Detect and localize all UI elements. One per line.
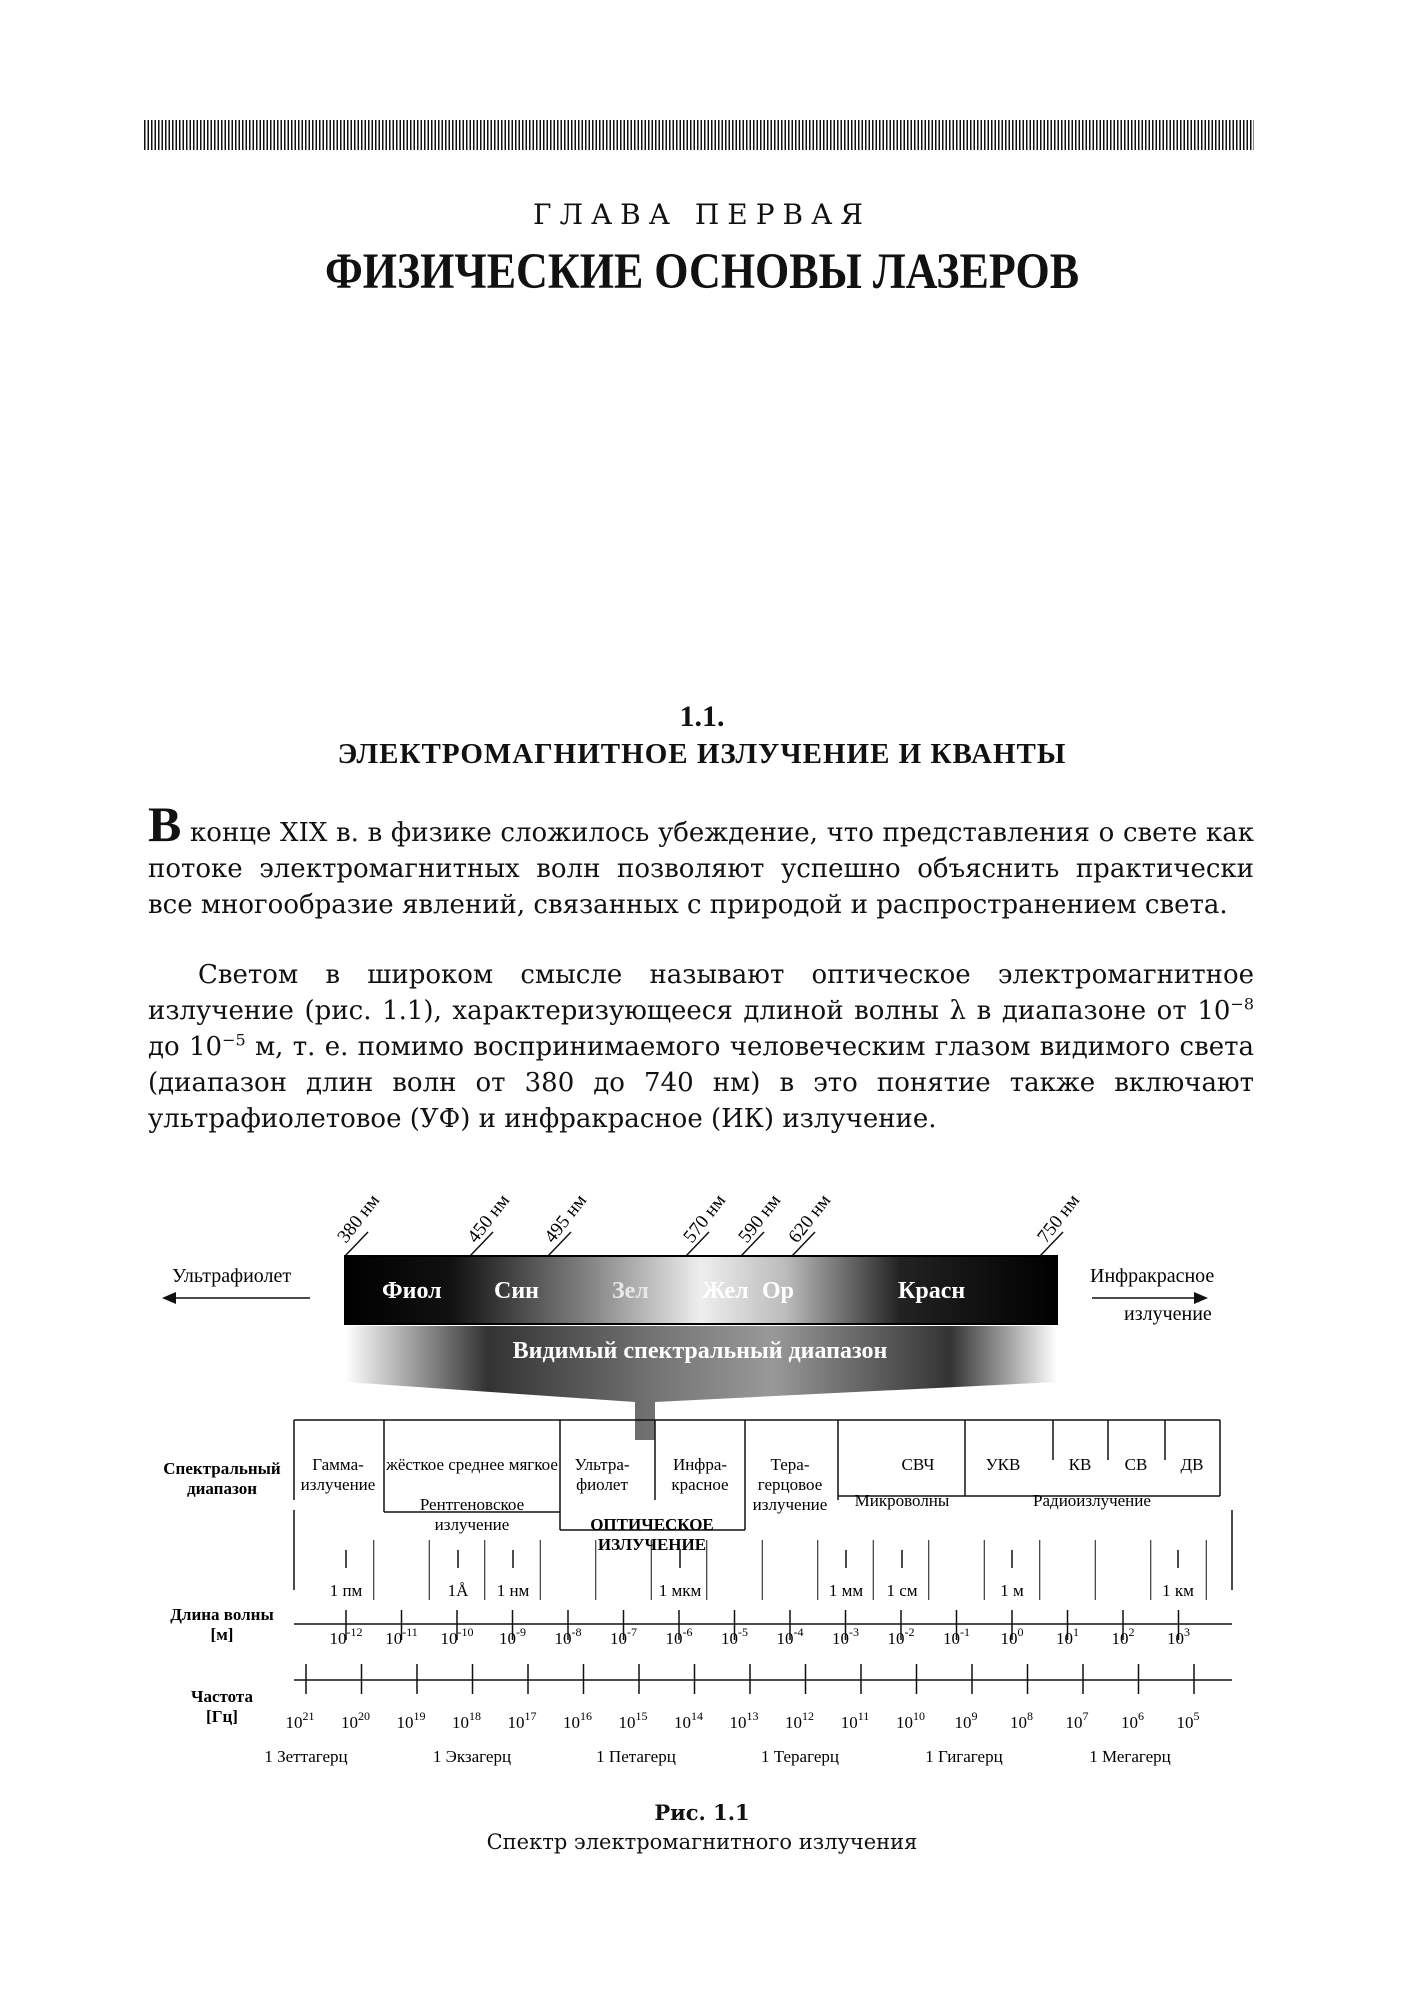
wavelength-name-label: 1 мкм xyxy=(658,1581,702,1600)
paragraph-1-text: конце XIX в. в физике сложилось убеждение, что представления о свете как потоке электромагнитных волн позволяют успешно объяснить практически все многообразие явлений, связанных с природой и распространением света. xyxy=(148,818,1254,920)
color-label-green: Зел xyxy=(612,1278,649,1304)
wavelength-exp-label: $10^{-7}$ xyxy=(610,1625,637,1648)
section-title: ЭЛЕКТРОМАГНИТНОЕ ИЗЛУЧЕНИЕ И КВАНТЫ xyxy=(337,738,1067,770)
band-uv-2: фиолет xyxy=(576,1475,628,1494)
color-label-yellow: Жел xyxy=(702,1278,749,1304)
band-thz-1: Тера- xyxy=(770,1455,810,1474)
frequency-scale xyxy=(264,1664,1232,1766)
wavelength-exp-label: $10^1$ xyxy=(1056,1625,1079,1648)
band-ukv: УКВ xyxy=(985,1455,1021,1474)
frequency-exp-label: $10^{11}$ xyxy=(840,1709,870,1732)
wavelength-exp-label: $10^{-2}$ xyxy=(887,1625,915,1648)
wavelength-exp-label: $10^{-12}$ xyxy=(329,1625,363,1648)
frequency-exp-label: $10^{17}$ xyxy=(507,1709,537,1732)
frequency-exp-label: $10^{13}$ xyxy=(729,1709,759,1732)
frequency-exp-label: $10^{10}$ xyxy=(896,1709,925,1732)
wavelength-exp-label: $10^{-10}$ xyxy=(440,1625,474,1648)
wavelength-exp-label: $10^3$ xyxy=(1167,1625,1190,1648)
frequency-exp-label: $10^{15}$ xyxy=(618,1709,648,1732)
chapter-label: ГЛАВА ПЕРВАЯ xyxy=(533,198,871,231)
band-shf: СВЧ xyxy=(901,1455,935,1474)
wavelength-exp-label: $10^{-3}$ xyxy=(832,1625,859,1648)
paragraph-2-part-a: Светом в широком смысле называют оптическое электромагнитное излучение (рис. 1.1), характеризующееся длиной волны λ в диапазоне от 10 xyxy=(148,960,1254,1026)
wavelength-exp-label: $10^2$ xyxy=(1111,1625,1135,1648)
frequency-exp-label: $10^7$ xyxy=(1065,1709,1089,1732)
band-optical-2: ИЗЛУЧЕНИЕ xyxy=(597,1535,707,1554)
wavelength-name-label: 1 км xyxy=(1162,1581,1194,1600)
nm-marks xyxy=(333,1190,1084,1256)
paragraph-2-part-b: до 10 xyxy=(148,1032,223,1062)
band-ir-1: Инфра- xyxy=(672,1455,728,1474)
band-optical-1: ОПТИЧЕСКОЕ xyxy=(590,1515,714,1534)
band-thz-3: излучение xyxy=(752,1495,828,1514)
band-xray-2: излучение xyxy=(434,1515,510,1534)
color-label-blue: Син xyxy=(494,1278,539,1304)
nm-label-495: 495 нм xyxy=(540,1190,592,1248)
wavelength-exp-label: $10^0$ xyxy=(1000,1625,1024,1648)
drop-cap: В xyxy=(148,796,182,852)
row-label-spectral: Спектральный xyxy=(163,1459,281,1478)
nm-label-570: 570 нм xyxy=(679,1190,731,1248)
row-label-wavelength: Длина волны xyxy=(170,1605,274,1624)
wavelength-exp-label: $10^{-1}$ xyxy=(943,1625,970,1648)
exponent-2: −5 xyxy=(222,1030,246,1050)
frequency-exp-label: $10^8$ xyxy=(1010,1709,1033,1732)
color-label-red: Красн xyxy=(898,1278,966,1304)
band-uv-1: Ультра- xyxy=(574,1455,630,1474)
frequency-exp-label: $10^{16}$ xyxy=(563,1709,592,1732)
frequency-name-label: 1 Гигагерц xyxy=(925,1747,1003,1766)
band-microwaves: Микроволны xyxy=(854,1491,950,1510)
frequency-name-label: 1 Мегагерц xyxy=(1089,1747,1171,1766)
frequency-exp-label: $10^{18}$ xyxy=(452,1709,481,1732)
band-thz-2: герцовое xyxy=(757,1475,823,1494)
frequency-exp-label: $10^{20}$ xyxy=(341,1709,370,1732)
wavelength-name-label: 1 нм xyxy=(496,1581,530,1600)
band-kv: КВ xyxy=(1068,1455,1092,1474)
wavelength-name-label: 1 м xyxy=(1000,1581,1024,1600)
header-rule xyxy=(144,120,1254,150)
nm-label-590: 590 нм xyxy=(734,1190,786,1248)
paragraph-2 xyxy=(148,957,1254,1137)
spectrum-figure xyxy=(0,1170,1404,1790)
frequency-exp-label: $10^{19}$ xyxy=(396,1709,426,1732)
frequency-exp-label: $10^9$ xyxy=(954,1709,978,1732)
nm-label-450: 450 нм xyxy=(463,1190,515,1248)
frequency-exp-label: $10^{14}$ xyxy=(674,1709,703,1732)
frequency-name-label: 1 Терагерц xyxy=(761,1747,839,1766)
frequency-name-label: 1 Экзагерц xyxy=(432,1747,512,1766)
band-sv: СВ xyxy=(1124,1455,1148,1474)
wavelength-exp-label: $10^{-5}$ xyxy=(721,1625,748,1648)
band-xray-1: Рентгеновское xyxy=(419,1495,525,1514)
frequency-exp-label: $10^{21}$ xyxy=(285,1709,315,1732)
frequency-name-label: 1 Зеттагерц xyxy=(264,1747,348,1766)
nm-label-620: 620 нм xyxy=(784,1190,836,1248)
paragraph-2-part-c: м, т. е. помимо воспринимаемого человеческим глазом видимого света (диапазон длин волн от 380 до 740 нм) в это понятие также включают ультрафиолетовое (УФ) и инфракрасное (ИК) излучение. xyxy=(148,1032,1255,1134)
band-radio: Радиоизлучение xyxy=(1033,1491,1151,1510)
wavelength-name-label: 1Å xyxy=(447,1581,469,1600)
ultraviolet-label: Ультрафиолет xyxy=(172,1265,292,1287)
wavelength-exp-label: $10^{-11}$ xyxy=(385,1625,418,1648)
visible-range-label: Видимый спектральный диапазон xyxy=(512,1338,888,1364)
frequency-exp-label: $10^5$ xyxy=(1176,1709,1200,1732)
color-label-orange: Ор xyxy=(762,1278,795,1304)
figure-caption: Спектр электромагнитного излучения xyxy=(486,1830,918,1854)
wavelength-exp-label: $10^{-6}$ xyxy=(665,1625,693,1648)
frequency-exp-label: $10^6$ xyxy=(1121,1709,1144,1732)
infrared-label: Инфракрасное xyxy=(1090,1265,1215,1287)
paragraph-1 xyxy=(148,796,1254,923)
band-gamma-1: Гамма- xyxy=(312,1455,364,1474)
frequency-name-label: 1 Петагерц xyxy=(596,1747,676,1766)
nm-label-750: 750 нм xyxy=(1033,1190,1085,1248)
row-label-spectral-2: диапазон xyxy=(187,1479,257,1498)
section-number: 1.1. xyxy=(679,700,725,733)
wavelength-exp-label: $10^{-8}$ xyxy=(554,1625,582,1648)
nm-label-380: 380 нм xyxy=(333,1190,385,1248)
band-gamma-2: излучение xyxy=(300,1475,376,1494)
wavelength-exp-label: $10^{-4}$ xyxy=(776,1625,804,1648)
row-label-frequency: Частота xyxy=(191,1687,253,1706)
figure-number: Рис. 1.1 xyxy=(654,1800,750,1825)
color-label-violet: Фиол xyxy=(382,1278,442,1304)
band-ir-2: красное xyxy=(671,1475,729,1494)
infrared-label-2: излучение xyxy=(1124,1303,1212,1325)
band-dv: ДВ xyxy=(1180,1455,1204,1474)
wavelength-name-label: 1 мм xyxy=(828,1581,864,1600)
frequency-exp-label: $10^{12}$ xyxy=(785,1709,814,1732)
row-label-wavelength-2: [м] xyxy=(210,1625,234,1644)
band-xray-subtypes: жёсткое среднее мягкое xyxy=(386,1455,558,1474)
wavelength-name-label: 1 пм xyxy=(329,1581,363,1600)
exponent-1: −8 xyxy=(1230,994,1254,1014)
wavelength-name-label: 1 см xyxy=(886,1581,918,1600)
wavelength-exp-label: $10^{-9}$ xyxy=(499,1625,526,1648)
row-label-frequency-2: [Гц] xyxy=(206,1707,238,1726)
chapter-title: ФИЗИЧЕСКИЕ ОСНОВЫ ЛАЗЕРОВ xyxy=(324,243,1080,300)
